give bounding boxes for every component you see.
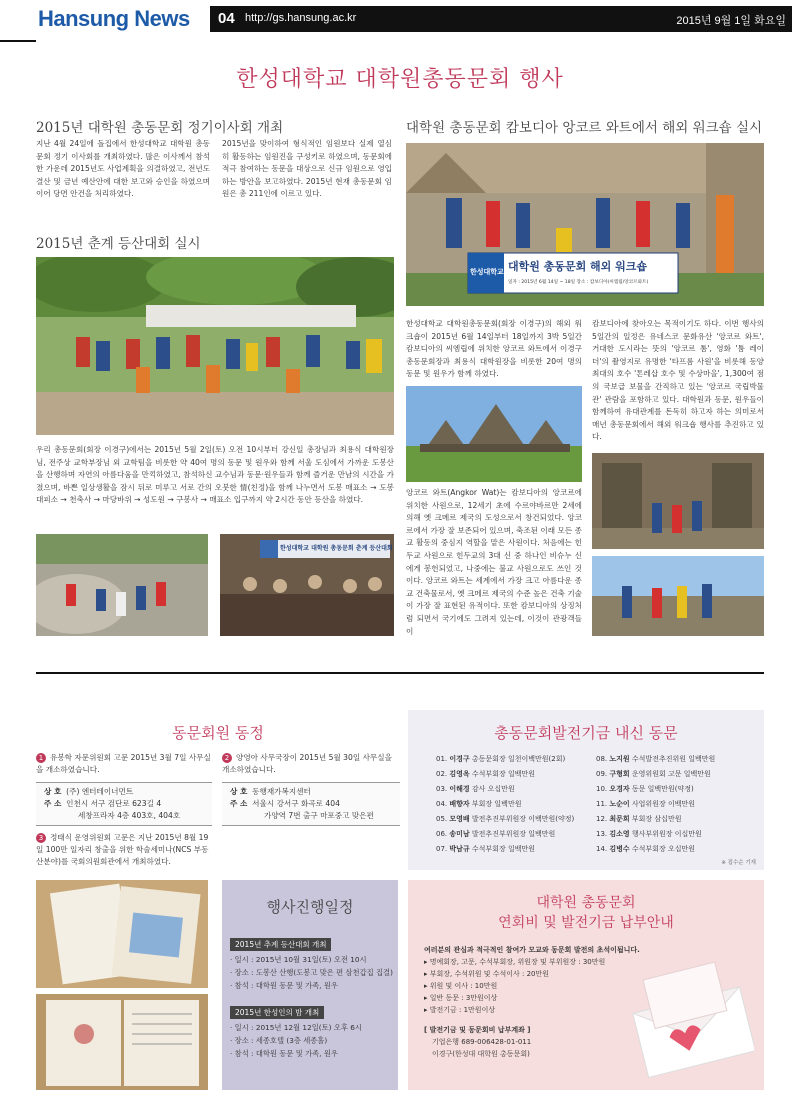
list-item: 05. 모영배 발전추진부위원장 이백만원(약정) (436, 815, 575, 823)
hiking-restaurant-photo (220, 534, 394, 636)
account-heading: [ 발전기금 및 동문회비 납부계좌 ] (424, 1026, 531, 1034)
bullet-number: 1 (36, 753, 46, 763)
notice-item: ▸ 위원 및 이사 : 10만원 (424, 982, 498, 990)
fund-donors-box (408, 710, 764, 870)
temple-ruins-photo (592, 453, 764, 549)
page-title: 한성대학교 대학원총동문회 행사 (236, 67, 564, 92)
address-value: 인천시 서구 검단로 623길 4 (66, 799, 162, 808)
list-item: 08. 노지원 수석발전추진위원 일백만원 (596, 755, 716, 763)
notice-item: ▸ 일반 동문 : 3만원이상 (424, 994, 498, 1002)
schedule-box (222, 880, 398, 1090)
address-label: 주 소 (230, 799, 248, 808)
address-label: 주 소 (44, 799, 62, 808)
event-1-line: · 장소 : 도봉산 산행(도봉고 맞은 편 삼천갑집 집결) (230, 968, 393, 977)
fund-donors-list-left (436, 752, 574, 857)
section-divider (36, 672, 764, 674)
alumni-item-1-text: 유봉학 자문위원회 고문 2015년 3월 7일 사무실을 개소하였습니다. (36, 753, 211, 774)
meeting-heading: 2015년 대학원 총동문회 정기이사회 개최 (36, 120, 284, 136)
workshop-banner-logo: 한성대학교 (470, 268, 504, 276)
angkor-wat-photo (406, 386, 582, 482)
list-item: 09. 구형회 운영위원회 고문 일백만원 (596, 770, 711, 778)
list-item: 11. 노순이 사업위원장 이백만원 (596, 800, 695, 808)
hiking-text: 우리 총동문회(회장 이경구)에서는 2015년 5월 2일(토) 오전 10시부터 강신일 총장님과 최용식 대학원장님, 전주상 교학부장님 외 교학팀을 비롯한 약 40여 명의 동문 및 원우와 함께 서울 도심에서 가까운 도봉산을 산행하며 자연의 아름다움을 만끽하였고, 참석하신 교수님과 동문·원우들과 함께 즐거운 만남의 시간을 가졌으며, 바쁜 일상생활을 잠시 뒤로 미루고 서로 간의 오붓한 情(친정)을 함께 나누면서 도봉 매표소 → 도봉대피소 → 천축사 → 마당바위 → 성도원 → 구봉사 → 매표소 입구까지 약 2시간 동안 등산을 하였다. (36, 445, 394, 505)
meeting-text-col1: 지난 4월 24일에 돌집에서 한성대학교 대학원 총동문회 정기 이사회를 개최하였다. 많은 이사께서 참석한 가운데 2015년도 사업계획을 의결하였고, 전년도 결산 및 금년 예산안에 대한 보고와 승인을 하였으며 이어 당면 안건을 처리하였다. (36, 139, 210, 199)
trip-col2-text: 캄보디아에 찾아오는 목적이기도 하다. 이번 행사의 5일간의 일정은 유네스코 문화유산 '앙코르 와트', 거대한 도시라는 뜻의 '앙코르 톰', 영화 '툼 레이더'의 촬영지로 유명한 '타프롬 사원'을 비롯해 동양 최대의 호수 '톤레삽 호수 및 수상마을', 1,300여 점의 국보급 보물을 간직하고 있는 '앙코르 국립박물관' 관람을 포함하고 있다. 대학원과 동문, 원우들이 함께하여 유대관계를 돈독히 하고자 하는 의미로서 매년 총동문회에서 해외 워크숍 행사를 추진하고 있다. (592, 319, 764, 442)
alumni-item-3 (36, 832, 212, 868)
hiking-rock-photo (36, 534, 208, 636)
hiking-heading: 2015년 춘계 등산대회 실시 (36, 236, 201, 252)
hiking-group-photo (36, 257, 394, 435)
alumni-news-heading: 동문회원 동정 (172, 724, 264, 742)
alumni-item-2-text: 양영아 사무국장이 2015년 5월 30일 사무실을 개소하였습니다. (222, 753, 392, 774)
event-1-head: 2015년 추계 등산대회 개최 (230, 938, 331, 951)
brand-logo: Hansung News (38, 6, 190, 31)
address-value-2: 가양역 7번 출구 마포중고 맞은편 (264, 811, 374, 820)
address-value: 서울시 강서구 화곡로 404 (252, 799, 340, 808)
list-item: 07. 박남규 수석부회장 일백만원 (436, 845, 535, 853)
alumni-item-3-text: 정태식 운영위원회 고문은 지난 2015년 8월 19일 100만 일자리 창출을 위한 학술세미나(NCS 부동산분야)를 국회의원회관에서 개최하였다. (36, 833, 209, 866)
trip-intro-text: 한성대학교 대학원총동문회(회장 이경구)의 해외 워크숍이 2015년 6월 14일부터 18일까지 3박 5일간 캄보디아의 씨엠립에 위치한 앙코르 와트에서 이경구 총동문회장과 최용식 대학원장을 비롯한 20여 명의 동문 및 원우가 함께 하였다. (406, 319, 582, 379)
notice-title-1: 대학원 총동문회 (536, 895, 636, 911)
event-1-line: · 참석 : 대학원 동문 및 가족, 원우 (230, 981, 338, 990)
seminar-booklet-photo (36, 880, 208, 988)
list-item: 12. 최문희 부회장 삼십만원 (596, 815, 682, 823)
fund-donors-list-right (596, 752, 715, 857)
company-label: 상 호 (44, 787, 62, 796)
account-number: 기업은행 689-006428-01-011 (432, 1038, 532, 1046)
lake-photo (592, 556, 764, 636)
company-value: 동행재가복지센터 (252, 787, 311, 796)
event-1-line: · 일시 : 2015년 10월 31일(토) 오전 10시 (230, 955, 367, 964)
list-item: 14. 김병수 수석부회장 오십만원 (596, 845, 695, 853)
meeting-text-col2: 2015년을 맞이하여 형식적인 임원보다 실제 열심히 활동하는 임원진을 구성키로 하였으며, 동문회에 적극 참여하는 동문을 대상으로 신규 임원으로 영입하는 방안을 보고하였다. 2015년 현재 총동문회 임원은 총 211인에 이르고 있다. (222, 139, 392, 199)
notice-item: ▸ 발전기금 : 1만원이상 (424, 1006, 496, 1014)
event-2-line: · 참석 : 대학원 동문 및 가족, 원우 (230, 1049, 338, 1058)
account-holder: 이경구(한성대 대학원 총동문회) (432, 1050, 530, 1058)
list-item: 02. 김영옥 수석부회장 일백만원 (436, 770, 535, 778)
workshop-banner-sub: 일자 : 2015년 6월 14일 ~ 18일 장소 : 캄보디아(씨엠립/앙코르와트) (508, 280, 649, 285)
event-2-line: · 장소 : 세종호텔 (3층 세종홀) (230, 1036, 328, 1045)
workshop-group-photo (406, 143, 764, 306)
page-number: 04 (218, 10, 235, 27)
fund-note: ※ 접수순 기재 (721, 860, 756, 866)
trip-heading: 대학원 총동문회 캄보디아 앙코르 와트에서 해외 워크숍 실시 (406, 120, 763, 136)
list-item: 04. 배향자 부회장 일백만원 (436, 800, 522, 808)
list-item: 06. 송미남 발전추진부위원장 일백만원 (436, 830, 556, 838)
seminar-document-photo (36, 994, 208, 1090)
envelope-illustration (624, 960, 754, 1080)
schedule-heading: 행사진행일정 (266, 898, 354, 916)
hiking-banner-text: 한성대학교 대학원 총동문회 춘계 등산대회 (280, 545, 393, 552)
notice-intro: 여러분의 관심과 적극적인 참여가 모교와 동문회 발전의 초석이됩니다. (424, 946, 640, 954)
fee-notice-box (408, 880, 764, 1090)
notice-title-2: 연회비 및 발전기금 납부안내 (498, 915, 674, 931)
list-item: 13. 김소영 행사부위원장 이십만원 (596, 830, 702, 838)
angkor-history-text: 앙코르 와트(Angkor Wat)는 캄보디아의 앙코르에 위치한 사원으로, 12세기 초에 수르야바르만 2세에 의해 옛 크메르 제국의 도성으로서 창건되었다. 앙코르에서 가장 잘 보존되어 있으며, 축조된 이래 모든 종교 활동의 중심지 역할을 맡은 사원이다. 처음에는 힌두교 사원으로 힌두교의 3대 신 중 하나인 비슈누 신에게 봉헌되었고, 나중에는 불교 사원으로도 쓰인 것이다. 앙코르 와트는 세계에서 가장 크고 아름다운 종교 건축물로서, 옛 크메르 제국의 수준 높은 건축 기술이 가장 잘 표현된 유적이다. 또한 캄보디아의 상징처럼 되면서 국기에도 그려져 있는데, 이것이 관광객들이 (406, 488, 582, 636)
event-2-head: 2015년 한성인의 밤 개최 (230, 1006, 324, 1019)
fund-donors-heading: 총동문회발전기금 내신 동문 (494, 724, 678, 742)
address-value-2: 세창프라자 4층 403호, 404호 (78, 811, 181, 820)
list-item: 03. 이해경 감사 오십만원 (436, 785, 515, 793)
issue-date: 2015년 9월 1일 화요일 (676, 15, 786, 27)
event-2-line: · 일시 : 2015년 12월 12일(토) 오후 6시 (230, 1023, 362, 1032)
list-item: 01. 이경구 총동문회장 일천이백만원(2회) (436, 755, 566, 763)
notice-item: ▸ 부회장, 수석위원 및 수석이사 : 20만원 (424, 970, 550, 978)
list-item: 10. 오경자 동문 일백만원(약정) (596, 785, 694, 793)
notice-item: ▸ 명예회장, 고문, 수석부회장, 위원장 및 부위원장 : 30만원 (424, 958, 606, 966)
workshop-banner-title: 대학원 총동문회 해외 워크숍 (508, 260, 647, 273)
bullet-number: 2 (222, 753, 232, 763)
company-label: 상 호 (230, 787, 248, 796)
alumni-item-2 (222, 752, 400, 826)
site-url[interactable]: http://gs.hansung.ac.kr (245, 12, 357, 24)
company-value: (주) 엔터테이너먼트 (66, 787, 134, 796)
alumni-item-1 (36, 752, 212, 826)
page-header (0, 0, 800, 38)
bullet-number: 3 (36, 833, 46, 843)
